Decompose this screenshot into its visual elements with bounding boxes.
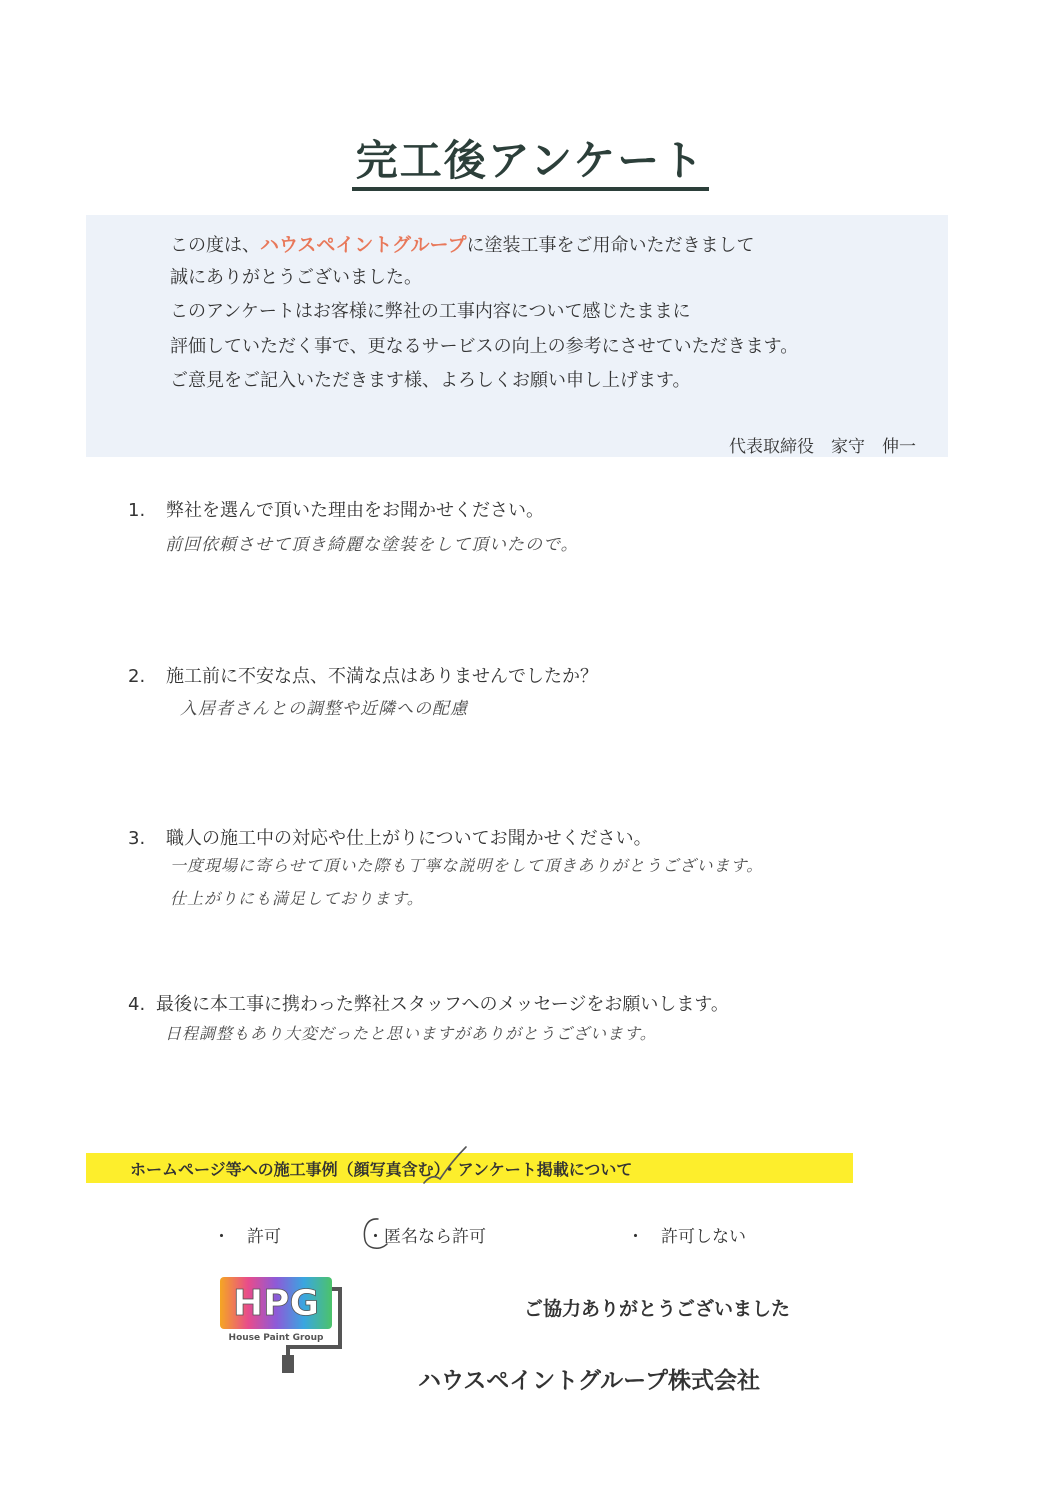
- option-allow[interactable]: ・ 許可: [213, 1227, 281, 1247]
- intro-line-5: ご意見をご記入いただきます様、よろしくお願い申し上げます。: [170, 370, 691, 391]
- page-title-text: 完工後アンケート: [352, 136, 709, 191]
- question-text: 弊社を選んで頂いた理由をお聞かせください。: [166, 500, 544, 521]
- answer-1-line-1: 前回依頼させて頂き綺麗な塗装をして頂いたので。: [165, 535, 579, 555]
- question-number: 1.: [128, 500, 146, 521]
- intro-line-1: [170, 230, 755, 257]
- answer-3-line-1: 一度現場に寄らせて頂いた際も丁寧な説明をして頂きありがとうございます。: [170, 856, 764, 875]
- svg-text:HPG: HPG: [232, 1283, 320, 1324]
- intro-text: この度は、: [170, 235, 260, 256]
- question-number: 4.: [128, 994, 146, 1015]
- brand-name: ハウスペイントグループ: [260, 234, 467, 256]
- intro-line-3: このアンケートはお客様に弊社の工事内容について感じたままに: [170, 301, 691, 322]
- intro-text: に塗装工事をご用命いただきまして: [466, 235, 755, 256]
- signature: 代表取締役 家守 伸一: [729, 437, 916, 457]
- permission-heading: ホームページ等への施工事例（顔写真含む）・アンケート掲載について: [130, 1160, 633, 1179]
- intro-line-2: 誠にありがとうございました。: [170, 267, 422, 288]
- handwritten-check-mark: [418, 1143, 470, 1191]
- thanks-message: ご協力ありがとうございました: [524, 1298, 791, 1320]
- answer-3-line-2: 仕上がりにも満足しております。: [170, 889, 424, 908]
- question-text: 職人の施工中の対応や仕上がりについてお聞かせください。: [166, 828, 652, 849]
- hpg-logo: [218, 1275, 346, 1375]
- answer-2-line-1: 入居者さんとの調整や近隣への配慮: [180, 699, 468, 719]
- question-1: [128, 496, 544, 522]
- question-text: 最後に本工事に携わった弊社スタッフへのメッセージをお願いします。: [156, 994, 729, 1015]
- answer-4-line-1: 日程調整もあり大変だったと思いますがありがとうございます。: [165, 1024, 657, 1043]
- intro-line-4: 評価していただく事で、更なるサービスの向上の参考にさせていただきます。: [170, 336, 799, 357]
- question-number: 3.: [128, 828, 146, 849]
- question-number: 2.: [128, 666, 146, 687]
- question-4: [128, 990, 729, 1016]
- svg-text:House Paint Group: House Paint Group: [228, 1333, 324, 1343]
- option-deny[interactable]: ・ 許可しない: [627, 1227, 746, 1247]
- company-name: ハウスペイントグループ株式会社: [418, 1368, 761, 1394]
- page-title: [0, 128, 1061, 188]
- question-3: [128, 824, 652, 850]
- option-allow-anonymous[interactable]: ・匿名なら許可: [367, 1227, 486, 1247]
- question-2: [128, 662, 598, 688]
- question-text: 施工前に不安な点、不満な点はありませんでしたか？: [166, 666, 598, 687]
